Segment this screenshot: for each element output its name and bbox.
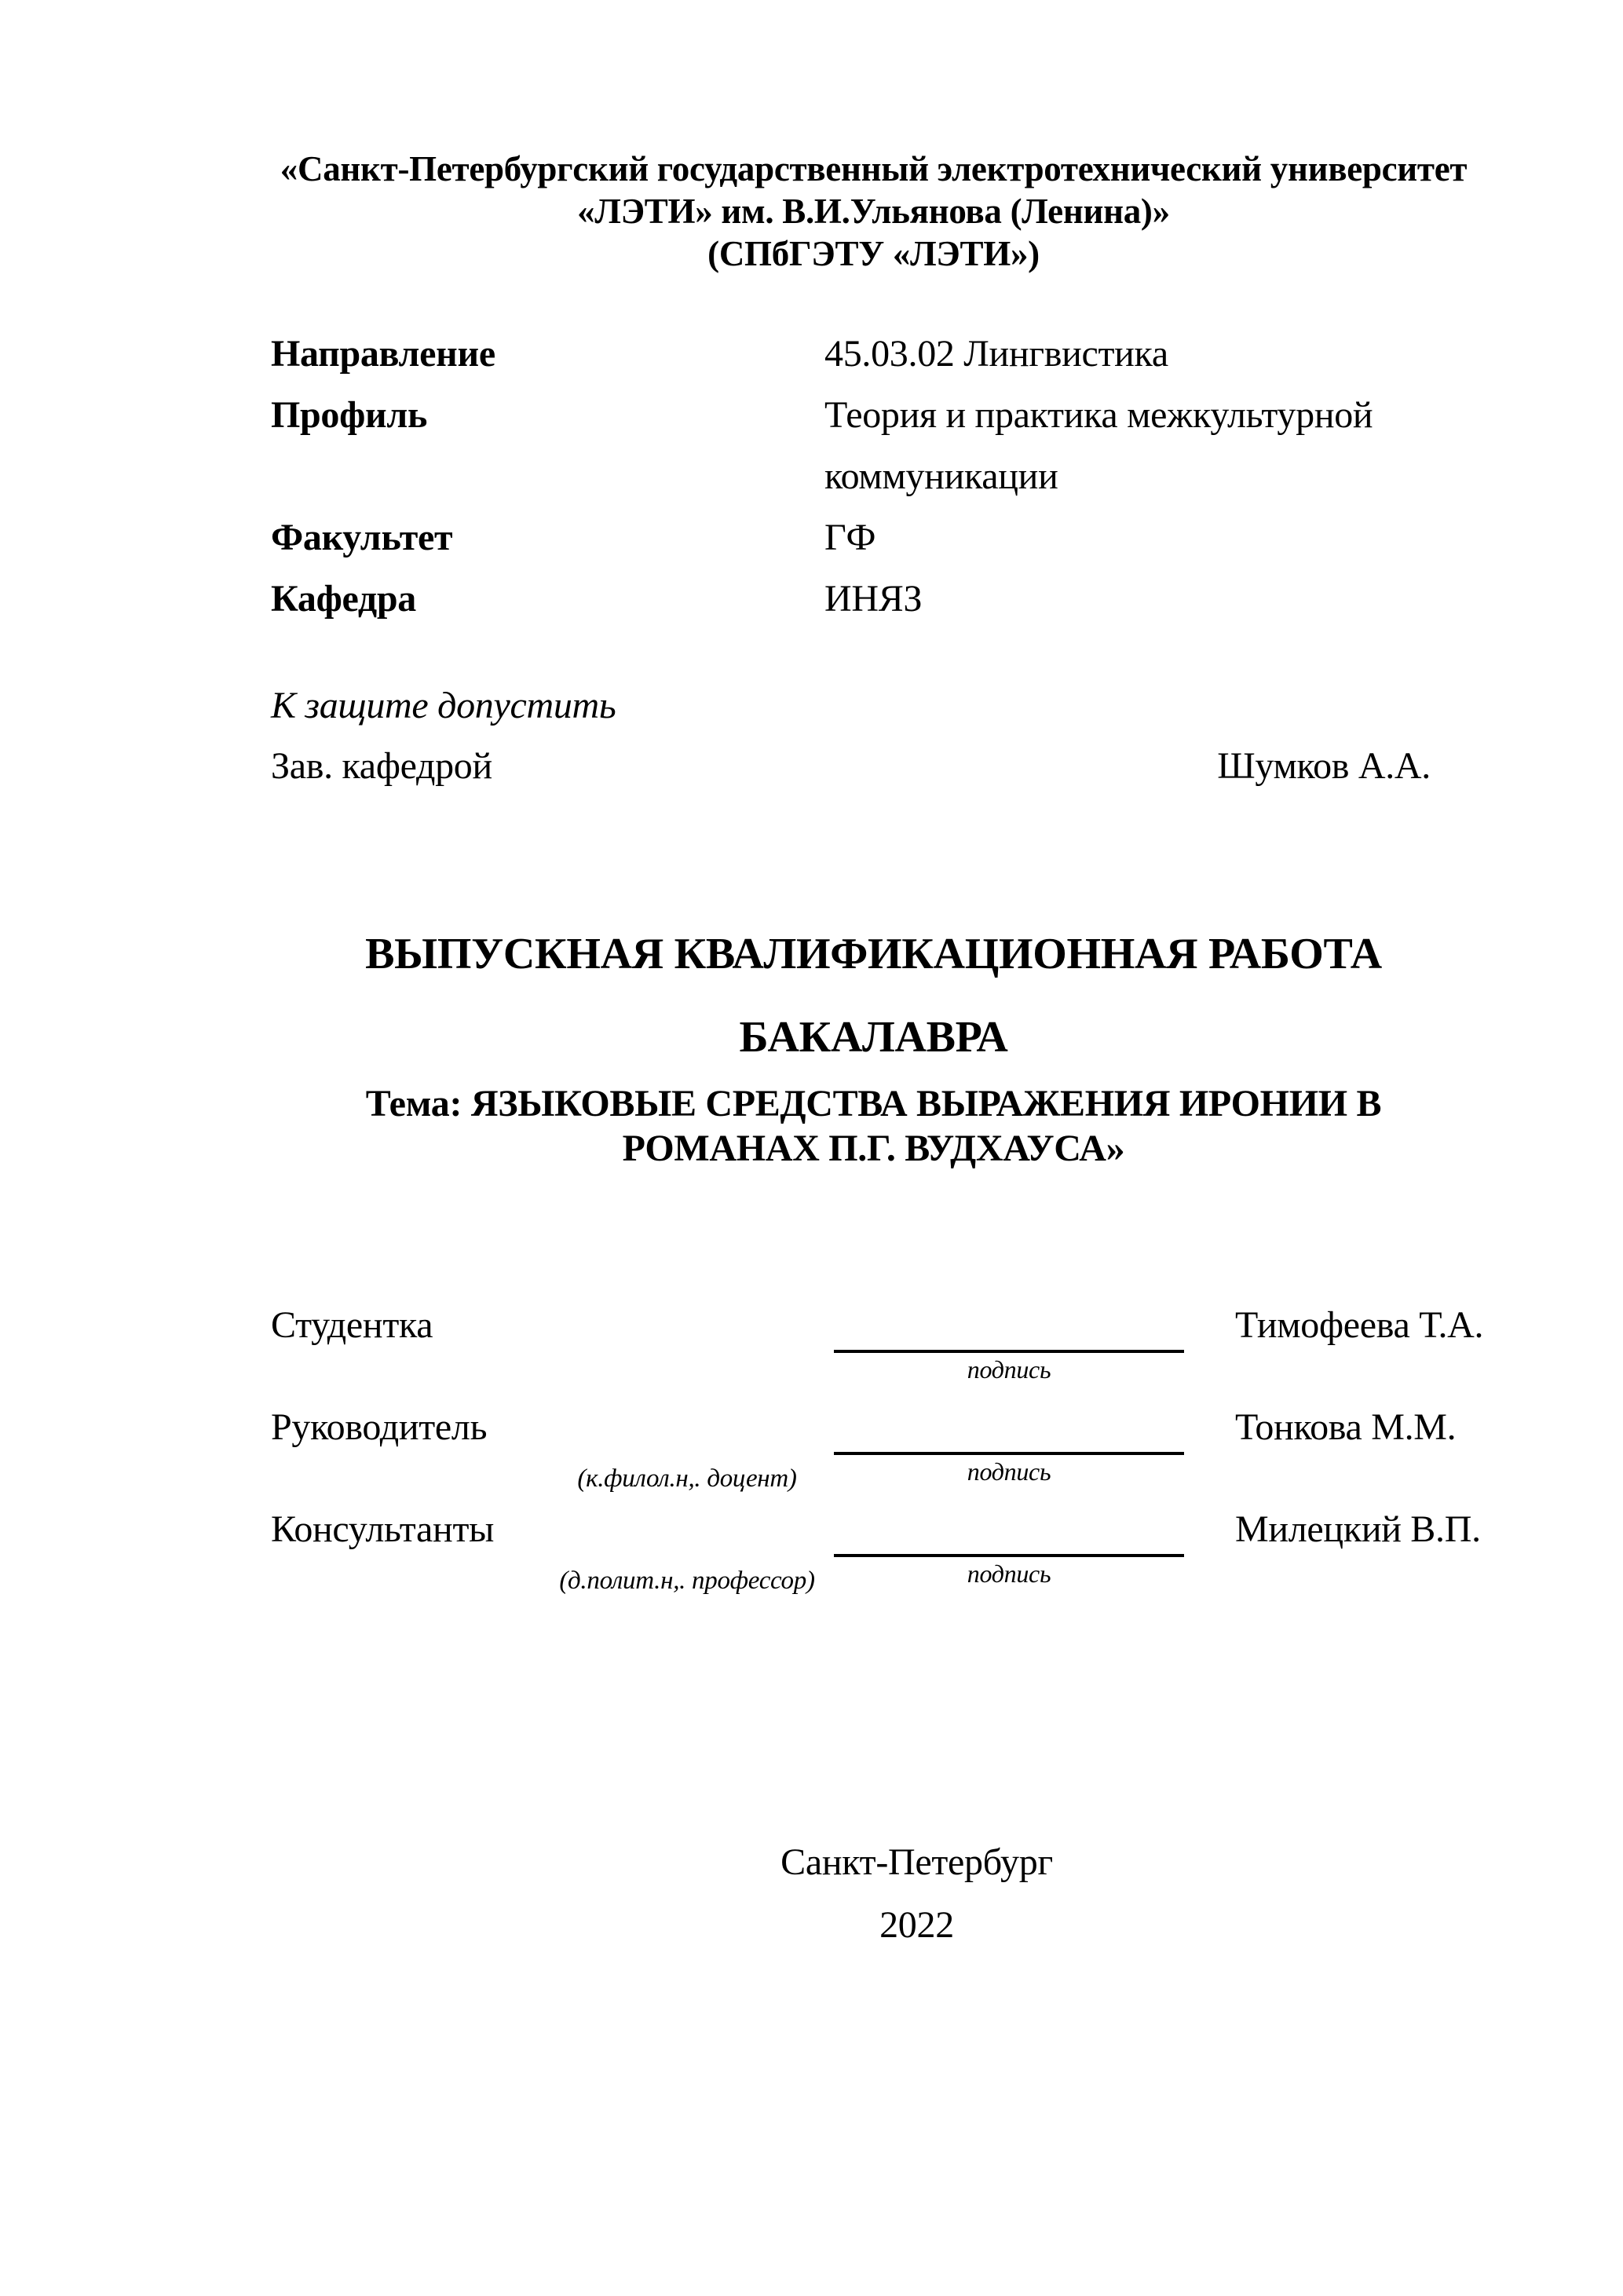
direction-label: Направление [271, 333, 495, 375]
consultant-name: Милецкий В.П. [1235, 1508, 1481, 1550]
approval-block [271, 675, 1476, 796]
signature-row-consultant [271, 1504, 1481, 1606]
work-topic-line2: РОМАНАХ П.Г. ВУДХАУСА» [622, 1128, 1125, 1169]
university-header [271, 148, 1476, 275]
student-signature-caption: подпись [967, 1355, 1051, 1384]
program-info [271, 324, 1476, 630]
university-header-line3: (СПбГЭТУ «ЛЭТИ») [707, 234, 1040, 273]
consultant-role-label: Консультанты [271, 1508, 495, 1550]
info-row-department [271, 569, 1476, 630]
supervisor-name: Тонкова М.М. [1235, 1406, 1457, 1448]
signature-row-supervisor [271, 1402, 1476, 1504]
work-title-line2: БАКАЛАВРА [739, 1013, 1008, 1062]
work-topic-line1: Тема: ЯЗЫКОВЫЕ СРЕДСТВА ВЫРАЖЕНИЯ ИРОНИИ В [365, 1083, 1382, 1124]
footer-city: Санкт-Петербург [780, 1841, 1053, 1883]
info-row-direction [271, 324, 1476, 385]
university-header-line2: «ЛЭТИ» им. В.И.Ульянова (Ленина)» [577, 192, 1170, 231]
department-head-name: Шумков А.А. [1217, 745, 1431, 787]
department-value: ИНЯЗ [824, 578, 923, 620]
footer-block [314, 1831, 1519, 1957]
consultant-signature-caption: подпись [967, 1559, 1051, 1588]
work-title [271, 912, 1476, 1079]
consultant-signature-line [834, 1504, 1184, 1557]
faculty-value: ГФ [824, 517, 876, 558]
supervisor-role-label: Руководитель [271, 1406, 488, 1448]
signatures-block [271, 1300, 1484, 1606]
supervisor-signature-caption: подпись [967, 1457, 1051, 1486]
work-topic [271, 1081, 1476, 1171]
faculty-label: Факультет [271, 517, 453, 558]
supervisor-signature-line [834, 1402, 1184, 1455]
admit-to-defense-line: К защите допустить [271, 685, 616, 726]
direction-value: 45.03.02 Лингвистика [824, 333, 1168, 375]
student-name: Тимофеева Т.А. [1235, 1304, 1484, 1346]
consultant-qualification: (д.полит.н,. профессор) [559, 1567, 815, 1595]
student-role-label: Студентка [271, 1304, 433, 1346]
department-head-row [271, 736, 1476, 796]
supervisor-qualification: (к.филол.н,. доцент) [577, 1464, 797, 1493]
info-row-profile [271, 385, 1476, 507]
work-title-line1: ВЫПУСКНАЯ КВАЛИФИКАЦИОННАЯ РАБОТА [365, 930, 1382, 978]
info-row-faculty [271, 507, 1476, 569]
profile-label: Профиль [271, 394, 428, 436]
department-label: Кафедра [271, 578, 416, 620]
university-header-line1: «Санкт-Петербургский государственный электротехнический университет [280, 149, 1468, 188]
footer-year: 2022 [879, 1904, 954, 1946]
page-content [271, 0, 1484, 2296]
signature-row-student [271, 1300, 1484, 1402]
student-signature-line [834, 1300, 1184, 1353]
department-head-label: Зав. кафедрой [271, 745, 492, 787]
profile-value: Теория и практика межкультурной коммуникации [824, 394, 1373, 497]
